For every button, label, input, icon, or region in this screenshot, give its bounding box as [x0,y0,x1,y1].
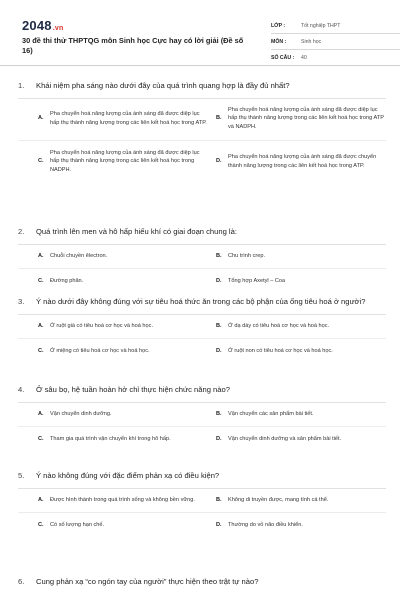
option-text: Vận chuyển dinh dưỡng. [50,410,112,417]
option-text: Pha chuyển hoá năng lượng của ánh sáng đã được diệp lục hấp thụ thành năng lượng trong các liên kết hoá học trong ATP. [50,111,207,126]
option-a[interactable] [38,106,208,132]
question-divider [18,244,386,245]
option-letter: C. [38,348,44,355]
option-d[interactable] [216,149,386,175]
question-header [18,296,386,308]
option-c[interactable] [38,277,208,286]
option-letter: B. [216,252,222,259]
option-letter: A. [38,496,44,503]
meta-key: LỚP : [271,22,286,29]
option-letter: A. [38,115,44,122]
option-text: Được hình thành trong quá trình sống và không bền vững. [50,496,195,503]
option-a[interactable] [38,322,208,331]
question-4 [18,384,386,444]
options-grid [18,322,386,356]
meta-value: 40 [301,54,307,61]
meta-row-count [271,50,400,66]
option-d[interactable] [216,435,386,444]
option-text: Pha chuyển hoá năng lượng của ánh sáng đã được diệp lục hấp thụ thành năng lượng trong các liên kết hoá học trong ATP và NADPH. [228,106,384,131]
options-grid [18,106,386,175]
option-row-divider [18,338,386,339]
option-d[interactable] [216,347,386,356]
question-number: 6. [18,577,25,586]
option-text: Ở ruột non có tiêu hoá cơ học và hoá học. [228,348,333,355]
question-2 [18,226,386,286]
option-text: Vận chuyển các sản phẩm bài tiết. [228,410,314,417]
option-text: Thường do vỏ não điều khiển. [228,522,303,529]
meta-value: Tốt nghiệp THPT [301,22,341,29]
options-grid [18,496,386,530]
option-row-divider [18,512,386,513]
site-logo[interactable] [22,18,63,33]
question-divider [18,314,386,315]
option-letter: D. [216,436,222,443]
question-text: Ý nào dưới đây không đúng với sự tiêu hoá thức ăn trong các bộ phận của ống tiêu hoá ở người? [36,297,366,306]
option-b[interactable] [216,322,386,331]
option-row-divider [18,426,386,427]
options-grid [18,252,386,286]
question-number: 2. [18,227,25,236]
question-number: 4. [18,385,25,394]
option-text: Chuỗi chuyền êlectron. [50,252,108,259]
option-letter: B. [216,410,222,417]
option-letter: C. [38,278,44,285]
question-header [18,226,386,238]
question-1 [18,80,386,175]
option-text: Pha chuyển hoá năng lượng của ánh sáng đã được diệp lục hấp thụ thành năng lượng trong các liên kết hoá học trong NADPH. [50,149,200,174]
option-a[interactable] [38,496,208,505]
question-text: Ý nào không đúng với đặc điểm phản xạ có điều kiện? [36,471,220,480]
option-b[interactable] [216,106,386,132]
question-text: Cung phản xạ “co ngón tay của người” thực hiện theo trật tự nào? [36,577,259,586]
question-header [18,470,386,482]
option-a[interactable] [38,410,208,419]
option-letter: D. [216,278,222,285]
option-a[interactable] [38,252,208,261]
question-divider [18,402,386,403]
question-text: Ở sâu bọ, hệ tuần hoàn hở chỉ thực hiện chức năng nào? [36,385,230,394]
question-text: Quá trình lên men và hô hấp hiếu khí có giai đoạn chung là: [36,227,237,236]
option-c[interactable] [38,435,208,444]
question-header [18,576,386,588]
option-letter: B. [216,322,222,329]
option-d[interactable] [216,277,386,286]
option-letter: C. [38,522,44,529]
meta-row-class [271,18,400,34]
option-b[interactable] [216,496,386,505]
option-text: Ở dạ dày có tiêu hoá cơ học và hoá học. [228,322,330,329]
meta-key: SỐ CÂU : [271,54,295,61]
option-b[interactable] [216,410,386,419]
question-header [18,384,386,396]
option-c[interactable] [38,347,208,356]
option-letter: D. [216,158,222,165]
option-letter: C. [38,436,44,443]
option-letter: D. [216,522,222,529]
option-c[interactable] [38,521,208,530]
option-letter: C. [38,158,44,165]
option-c[interactable] [38,149,208,175]
options-grid [18,410,386,444]
option-text: Ở miệng có tiêu hoá cơ học và hoá học. [50,348,150,355]
question-header [18,80,386,92]
option-row-divider [18,268,386,269]
page-header [18,14,386,70]
option-letter: D. [216,348,222,355]
exam-meta [271,18,400,66]
option-letter: A. [38,322,44,329]
question-divider [18,488,386,489]
question-number: 3. [18,297,25,306]
meta-row-subject [271,34,400,50]
option-text: Có số lượng hạn chế. [50,522,105,529]
option-text: Vận chuyển dinh dưỡng và sản phẩm bài tiết. [228,436,342,443]
question-number: 5. [18,471,25,480]
option-d[interactable] [216,521,386,530]
logo-number: 2048 [22,18,52,33]
meta-value: Sinh học [301,38,322,45]
question-5 [18,470,386,530]
question-6 [18,576,386,588]
option-text: Chu trình crep. [228,252,265,259]
meta-key: MÔN : [271,38,287,45]
question-number: 1. [18,81,25,90]
header-divider [0,65,400,66]
option-text: Ở ruột già có tiêu hoá cơ học và hoá học. [50,322,153,329]
option-text: Tham gia quá trình vận chuyển khí trong hô hấp. [50,436,171,443]
logo-suffix: .vn [52,25,64,32]
option-text: Pha chuyển hoá năng lượng của ánh sáng đã được chuyển thành năng lượng trong các liên kết hoá học trong ATP. [228,154,377,169]
option-letter: B. [216,496,222,503]
option-text: Không di truyền được, mang tính cá thể. [228,496,329,503]
exam-title: 30 đề thi thử THPTQG môn Sinh học Cực hay có lời giải (Đề số 16) [22,36,244,55]
option-letter: A. [38,410,44,417]
option-b[interactable] [216,252,386,261]
option-text: Tổng hợp Axetyl – Coa [228,278,286,285]
option-row-divider [18,140,386,141]
question-text: Khái niệm pha sáng nào dưới đây của quá trình quang hợp là đầy đủ nhất? [36,81,290,90]
option-letter: B. [216,115,222,122]
question-divider [18,98,386,99]
option-letter: A. [38,252,44,259]
question-3 [18,296,386,356]
option-text: Đường phân. [50,278,84,285]
